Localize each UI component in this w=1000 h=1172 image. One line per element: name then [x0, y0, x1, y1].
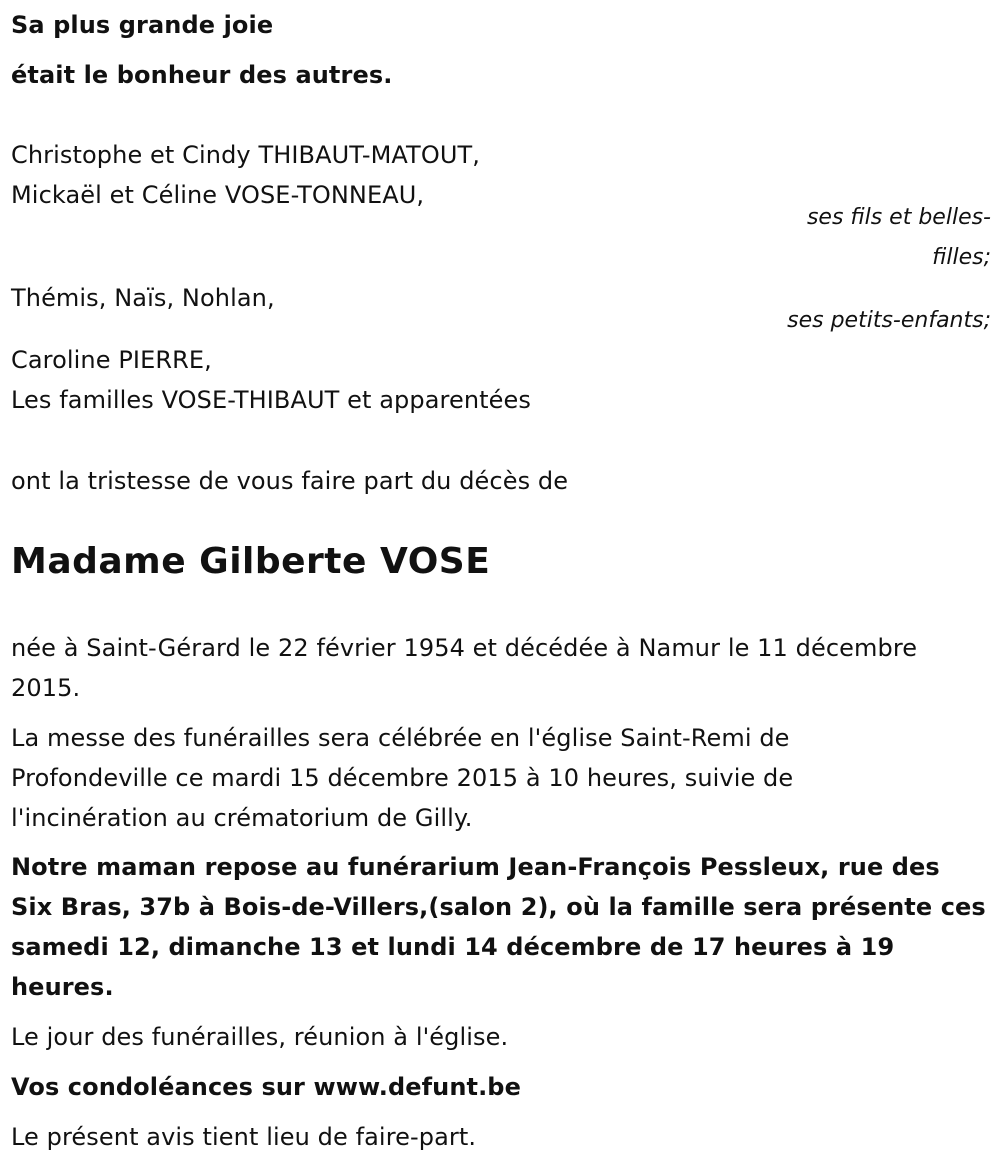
quote-line-2: était le bonheur des autres.: [11, 61, 393, 89]
children-line-2: Mickaël et Céline VOSE-TONNEAU,: [11, 181, 425, 209]
others-line-2: Les familles VOSE-THIBAUT et apparentées: [11, 386, 531, 414]
children-line-1: Christophe et Cindy THIBAUT-MATOUT,: [11, 141, 480, 169]
funerarium-line-2: Six Bras, 37b à Bois-de-Villers,(salon 2), où la famille sera présente ces: [11, 893, 986, 921]
children-relation-line-2: filles;: [932, 245, 991, 270]
birth-death-line-2: 2015.: [11, 674, 81, 702]
others-line-1: Caroline PIERRE,: [11, 346, 212, 374]
mass-line-1: La messe des funérailles sera célébrée en l'église Saint-Remi de: [11, 724, 790, 752]
notice-text: Le présent avis tient lieu de faire-part.: [11, 1123, 477, 1151]
children-relation-line-1: ses fils et belles-: [806, 205, 991, 230]
deceased-name: Madame Gilberte VOSE: [11, 541, 491, 582]
funerarium-line-1: Notre maman repose au funérarium Jean-François Pessleux, rue des: [11, 853, 940, 881]
mass-line-3: l'incinération au crématorium de Gilly.: [11, 804, 473, 832]
funerarium-line-3: samedi 12, dimanche 13 et lundi 14 décembre de 17 heures à 19: [11, 933, 895, 961]
grandchildren-line: Thémis, Naïs, Nohlan,: [11, 284, 275, 312]
condolences-text: Vos condoléances sur www.defunt.be: [11, 1073, 521, 1101]
meeting-text: Le jour des funérailles, réunion à l'église.: [11, 1023, 509, 1051]
announcement-text: ont la tristesse de vous faire part du décès de: [11, 467, 569, 495]
mass-line-2: Profondeville ce mardi 15 décembre 2015 à 10 heures, suivie de: [11, 764, 794, 792]
quote-line-1: Sa plus grande joie: [11, 11, 274, 39]
funerarium-line-4: heures.: [11, 973, 114, 1001]
grandchildren-relation: ses petits-enfants;: [787, 308, 991, 333]
birth-death-line-1: née à Saint-Gérard le 22 février 1954 et décédée à Namur le 11 décembre: [11, 634, 918, 662]
